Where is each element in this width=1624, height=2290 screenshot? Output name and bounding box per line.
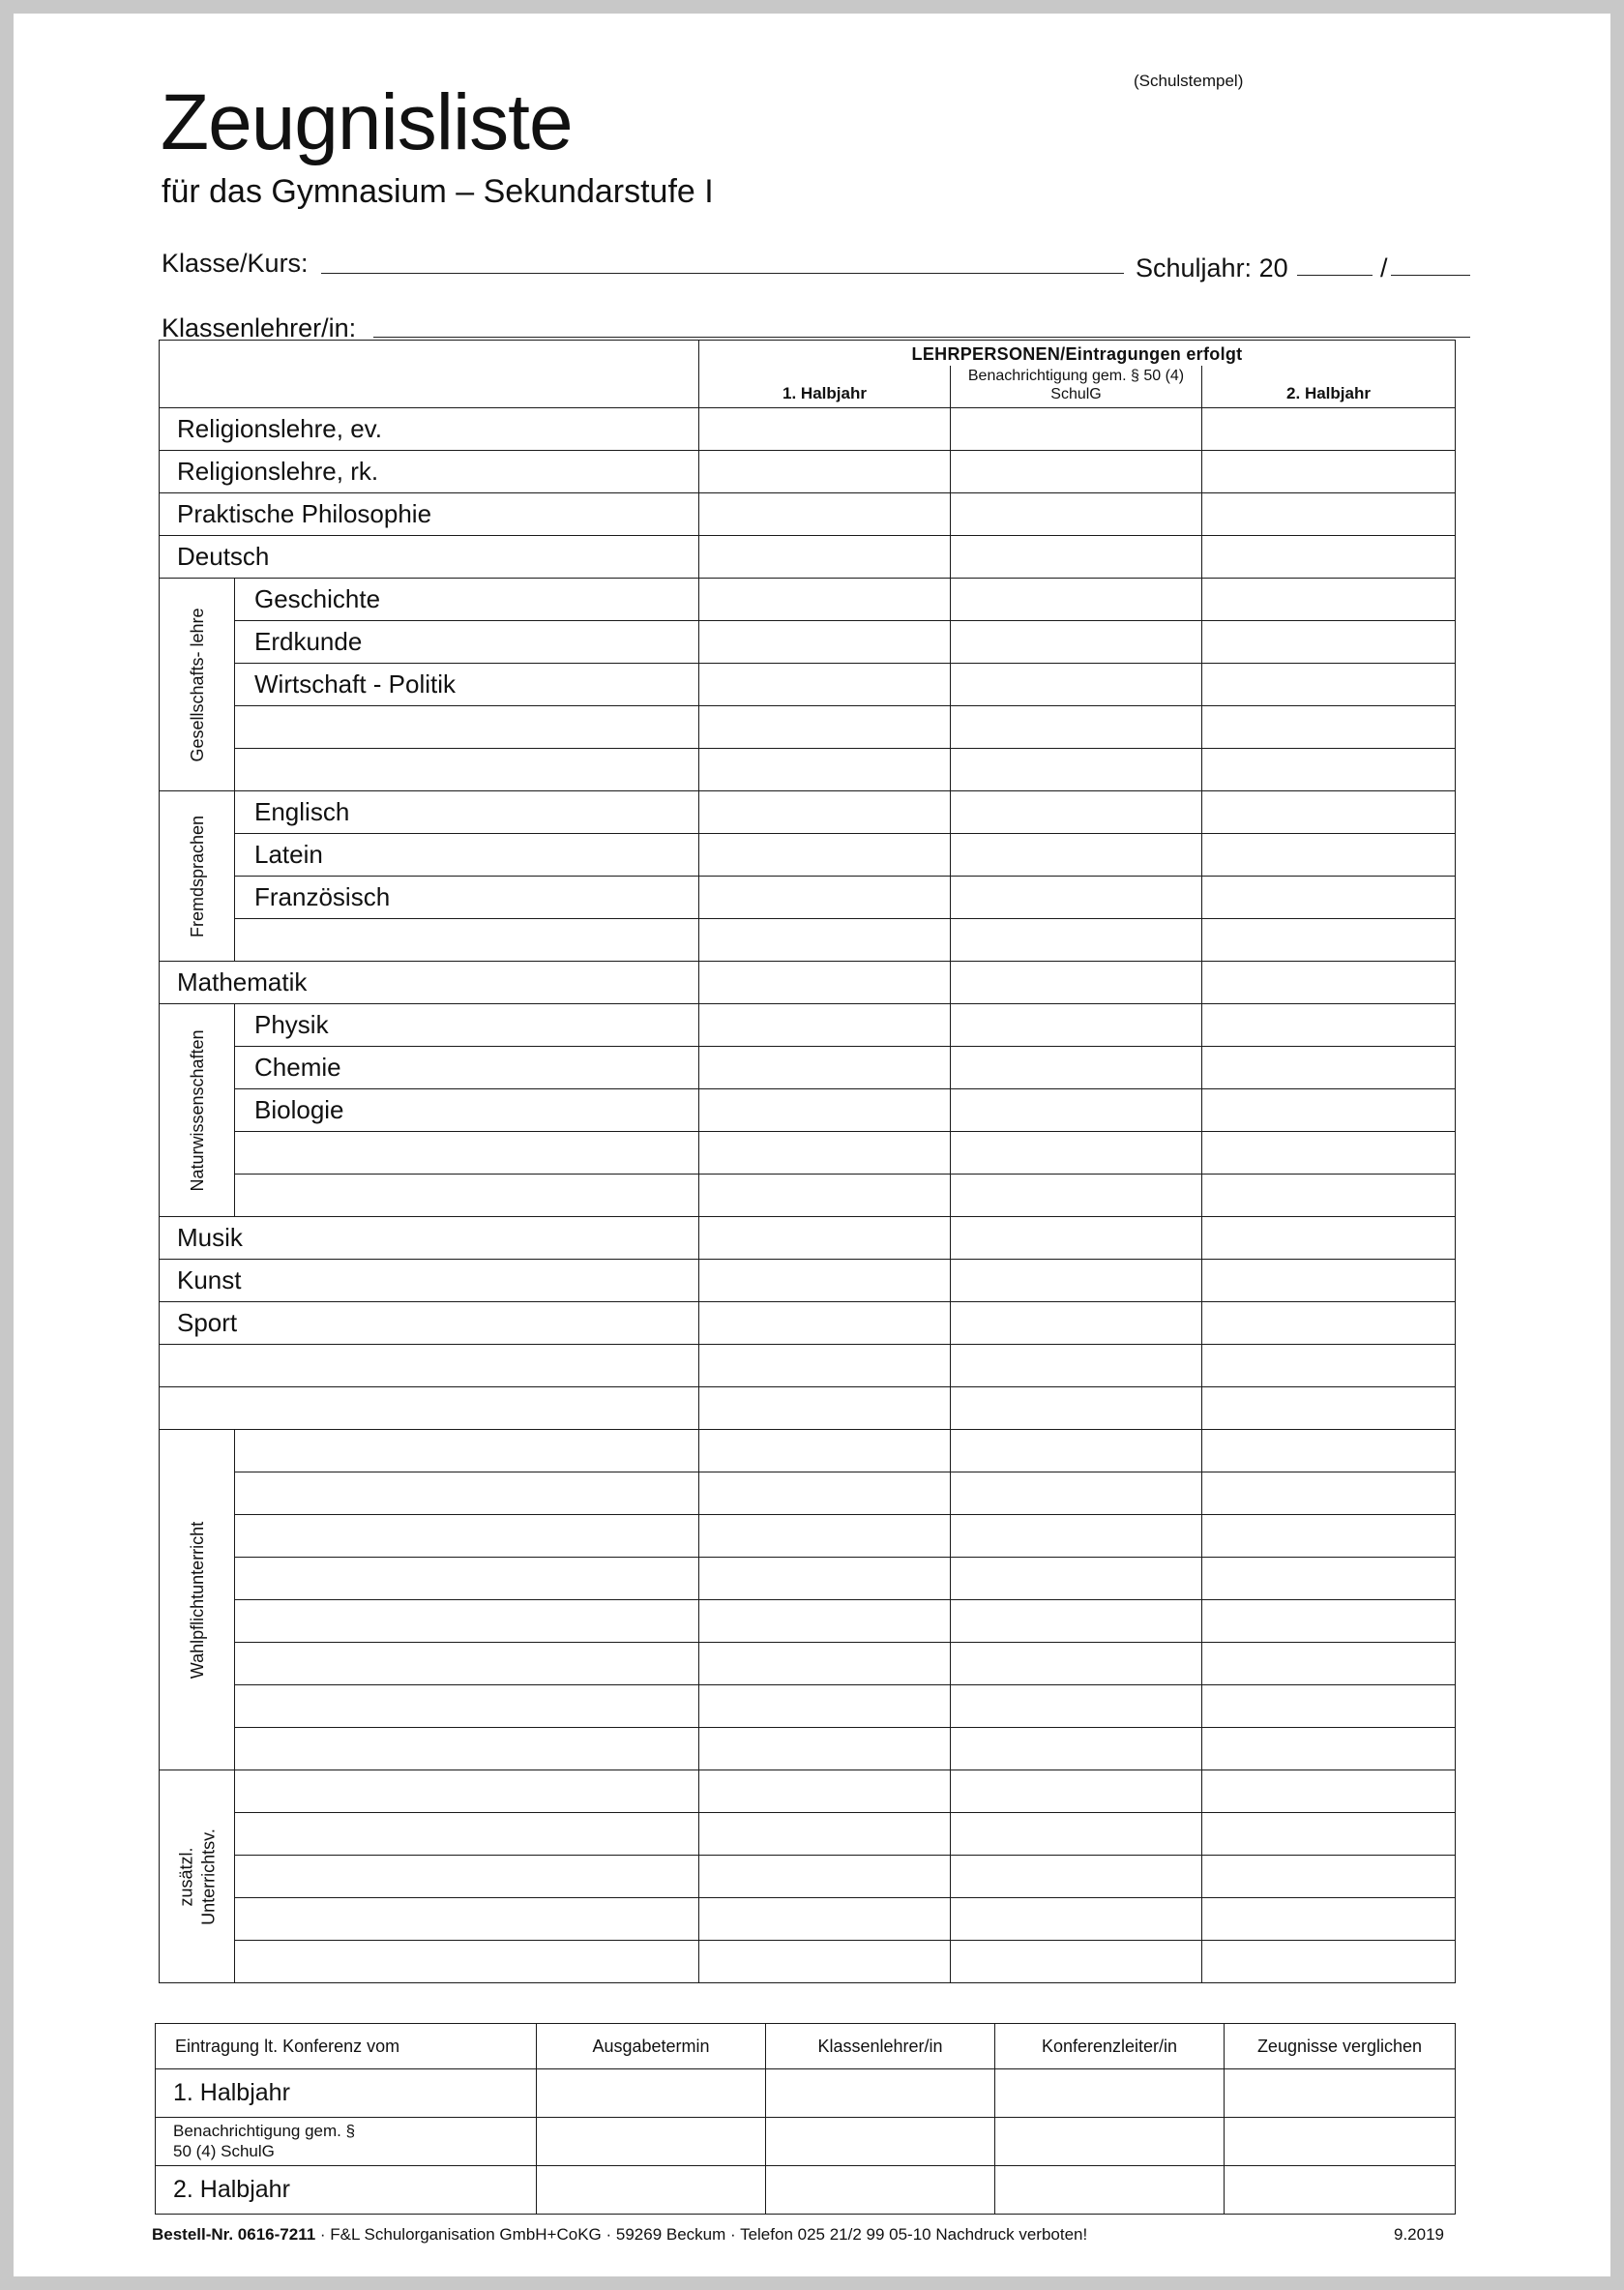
subject-field[interactable]	[160, 1387, 699, 1430]
cell[interactable]	[1202, 536, 1456, 579]
cell[interactable]	[699, 1515, 951, 1558]
cell[interactable]	[951, 664, 1202, 706]
cell[interactable]	[699, 1430, 951, 1472]
cell[interactable]	[1202, 1813, 1456, 1856]
table-row	[160, 1175, 1456, 1217]
school-year-label: Schuljahr: 20	[1136, 253, 1288, 283]
subject-field[interactable]	[160, 1345, 699, 1387]
subject-field[interactable]	[235, 1813, 699, 1856]
cell[interactable]	[951, 1770, 1202, 1813]
cell[interactable]	[1202, 1430, 1456, 1472]
page-title: Zeugnisliste	[161, 78, 573, 166]
cell[interactable]	[1202, 706, 1456, 749]
school-year-end-field[interactable]	[1391, 275, 1470, 276]
cell[interactable]	[951, 877, 1202, 919]
cell[interactable]	[951, 1600, 1202, 1643]
cell[interactable]	[699, 1260, 951, 1302]
cell[interactable]	[951, 621, 1202, 664]
table-row	[160, 1515, 1456, 1558]
subject-label: Erdkunde	[235, 621, 699, 664]
cell[interactable]	[951, 1856, 1202, 1898]
publisher-info: · F&L Schulorganisation GmbH+CoKG · 59269 Beckum · Telefon 025 21/2 99 05-10 Nachdruck verboten!	[319, 2225, 1088, 2244]
class-teacher-label: Klassenlehrer/in:	[162, 313, 357, 342]
cell[interactable]	[1202, 1558, 1456, 1600]
cell[interactable]	[1202, 1600, 1456, 1643]
cell[interactable]	[1202, 1728, 1456, 1770]
teachers-header: LEHRPERSONEN/Eintragungen erfolgt	[699, 341, 1456, 366]
cell[interactable]	[951, 579, 1202, 621]
table-row	[160, 1345, 1456, 1387]
table-row	[160, 451, 1456, 493]
table-row	[160, 1813, 1456, 1856]
cell[interactable]	[995, 2118, 1225, 2166]
cell[interactable]	[1202, 1770, 1456, 1813]
class-teacher-field[interactable]	[373, 337, 1470, 338]
subject-label: Biologie	[235, 1089, 699, 1132]
cell[interactable]	[1202, 1515, 1456, 1558]
cell[interactable]	[951, 1345, 1202, 1387]
table-row	[160, 706, 1456, 749]
table-row	[160, 1898, 1456, 1941]
table-row	[160, 493, 1456, 536]
cell[interactable]	[699, 1558, 951, 1600]
table-row	[160, 1089, 1456, 1132]
cell[interactable]	[951, 706, 1202, 749]
subject-field[interactable]	[235, 749, 699, 791]
cell[interactable]	[699, 1600, 951, 1643]
cell[interactable]	[951, 1260, 1202, 1302]
cell[interactable]	[1202, 791, 1456, 834]
cell[interactable]	[537, 2118, 766, 2166]
subject-label: Religionslehre, ev.	[160, 408, 699, 451]
cell[interactable]	[1202, 1132, 1456, 1175]
cell[interactable]	[699, 1770, 951, 1813]
cell[interactable]	[1202, 919, 1456, 962]
cell[interactable]	[951, 1728, 1202, 1770]
cell[interactable]	[1202, 664, 1456, 706]
table-row	[160, 1472, 1456, 1515]
cell[interactable]	[951, 1175, 1202, 1217]
cell[interactable]	[1202, 1175, 1456, 1217]
cell[interactable]	[699, 1302, 951, 1345]
subject-field[interactable]	[235, 1558, 699, 1600]
subject-label: Musik	[160, 1217, 699, 1260]
table-row	[160, 1302, 1456, 1345]
table-row	[160, 1430, 1456, 1472]
table-row	[160, 1047, 1456, 1089]
conference-header: Klassenlehrer/in	[766, 2024, 995, 2069]
cell[interactable]	[699, 1132, 951, 1175]
cell[interactable]	[699, 1004, 951, 1047]
category-electives: Wahlpflichtunterricht	[160, 1430, 235, 1770]
header-empty-cell	[160, 341, 699, 408]
cell[interactable]	[699, 1813, 951, 1856]
cell[interactable]	[951, 1047, 1202, 1089]
cell[interactable]	[1202, 1472, 1456, 1515]
subject-field[interactable]	[235, 706, 699, 749]
subject-field[interactable]	[235, 1600, 699, 1643]
cell[interactable]	[699, 621, 951, 664]
cell[interactable]	[951, 408, 1202, 451]
subject-label: Englisch	[235, 791, 699, 834]
cell[interactable]	[699, 536, 951, 579]
school-stamp-label: (Schulstempel)	[1134, 72, 1244, 90]
subject-field[interactable]	[235, 1643, 699, 1685]
cell[interactable]	[699, 1175, 951, 1217]
cell[interactable]	[951, 1941, 1202, 1983]
cell[interactable]	[699, 791, 951, 834]
cell[interactable]	[1225, 2069, 1456, 2118]
subject-label: Kunst	[160, 1260, 699, 1302]
table-row	[160, 664, 1456, 706]
category-natural-sciences: Naturwissenschaften	[160, 1004, 235, 1217]
subject-label: Religionslehre, rk.	[160, 451, 699, 493]
table-row	[160, 1728, 1456, 1770]
subject-field[interactable]	[235, 1132, 699, 1175]
cell[interactable]	[537, 2166, 766, 2215]
footer	[152, 2225, 1087, 2245]
cell[interactable]	[766, 2069, 995, 2118]
cell[interactable]	[699, 579, 951, 621]
subject-field[interactable]	[235, 1770, 699, 1813]
cell[interactable]	[699, 1643, 951, 1685]
col-notification: Benachrichtigung gem. § 50 (4) SchulG	[951, 366, 1202, 408]
col-first-half: 1. Halbjahr	[699, 366, 951, 408]
cell[interactable]	[1202, 1217, 1456, 1260]
cell[interactable]	[1202, 451, 1456, 493]
table-row	[160, 621, 1456, 664]
cell[interactable]	[766, 2118, 995, 2166]
cell[interactable]	[699, 1387, 951, 1430]
cell[interactable]	[951, 919, 1202, 962]
cell[interactable]	[1202, 962, 1456, 1004]
cell[interactable]	[699, 408, 951, 451]
cell[interactable]	[699, 919, 951, 962]
cell[interactable]	[995, 2166, 1225, 2215]
cell[interactable]	[951, 1302, 1202, 1345]
cell[interactable]	[1202, 1387, 1456, 1430]
table-row	[160, 1643, 1456, 1685]
cell[interactable]	[951, 1685, 1202, 1728]
cell[interactable]	[951, 1898, 1202, 1941]
cell[interactable]	[951, 1430, 1202, 1472]
cell[interactable]	[1202, 1898, 1456, 1941]
table-row	[160, 536, 1456, 579]
cell[interactable]	[951, 493, 1202, 536]
cell[interactable]	[951, 1813, 1202, 1856]
cell[interactable]	[1202, 1089, 1456, 1132]
cell[interactable]	[951, 1558, 1202, 1600]
cell[interactable]	[766, 2166, 995, 2215]
category-social-studies: Gesellschafts- lehre	[160, 579, 235, 791]
conference-table	[155, 2023, 1456, 2215]
conference-header: Ausgabetermin	[537, 2024, 766, 2069]
cell[interactable]	[951, 834, 1202, 877]
cell[interactable]	[1202, 834, 1456, 877]
school-year-slash: /	[1380, 253, 1388, 283]
cell[interactable]	[951, 1089, 1202, 1132]
cell[interactable]	[1225, 2166, 1456, 2215]
cell[interactable]	[699, 877, 951, 919]
cell[interactable]	[1202, 579, 1456, 621]
subject-field[interactable]	[235, 1685, 699, 1728]
conference-row-label: 1. Halbjahr	[156, 2069, 537, 2118]
form-page	[14, 14, 1610, 2276]
conference-header: Eintragung lt. Konferenz vom	[156, 2024, 537, 2069]
category-foreign-languages: Fremdsprachen	[160, 791, 235, 962]
cell[interactable]	[1202, 621, 1456, 664]
cell[interactable]	[699, 962, 951, 1004]
table-row	[160, 1132, 1456, 1175]
table-row	[160, 1260, 1456, 1302]
cell[interactable]	[1202, 1643, 1456, 1685]
cell[interactable]	[951, 1643, 1202, 1685]
cell[interactable]	[951, 962, 1202, 1004]
cell[interactable]	[1202, 749, 1456, 791]
table-row	[160, 877, 1456, 919]
subject-field[interactable]	[235, 1941, 699, 1983]
cell[interactable]	[699, 1217, 951, 1260]
table-row	[160, 919, 1456, 962]
subject-field[interactable]	[235, 1472, 699, 1515]
subject-field[interactable]	[235, 1175, 699, 1217]
school-year-start-field[interactable]	[1297, 275, 1373, 276]
conference-row-label: Benachrichtigung gem. § 50 (4) SchulG	[156, 2118, 537, 2166]
cell[interactable]	[1202, 877, 1456, 919]
cell[interactable]	[1202, 1345, 1456, 1387]
cell[interactable]	[699, 451, 951, 493]
cell[interactable]	[951, 1217, 1202, 1260]
cell[interactable]	[1202, 1260, 1456, 1302]
table-row	[160, 1387, 1456, 1430]
table-row	[160, 834, 1456, 877]
table-row	[160, 1600, 1456, 1643]
subject-label: Geschichte	[235, 579, 699, 621]
table-row	[160, 1004, 1456, 1047]
grades-table	[159, 340, 1456, 1983]
cell[interactable]	[1202, 1685, 1456, 1728]
cell[interactable]	[951, 791, 1202, 834]
table-row	[160, 579, 1456, 621]
cell[interactable]	[699, 834, 951, 877]
order-number: Bestell-Nr. 0616-7211	[152, 2225, 316, 2244]
cell[interactable]	[699, 749, 951, 791]
cell[interactable]	[951, 451, 1202, 493]
cell[interactable]	[1202, 1941, 1456, 1983]
cell[interactable]	[995, 2069, 1225, 2118]
class-label: Klasse/Kurs:	[162, 249, 309, 278]
subject-field[interactable]	[235, 1898, 699, 1941]
table-row	[160, 1558, 1456, 1600]
cell[interactable]	[1225, 2118, 1456, 2166]
subject-label: Physik	[235, 1004, 699, 1047]
cell[interactable]	[699, 1728, 951, 1770]
table-row	[160, 962, 1456, 1004]
subject-label: Chemie	[235, 1047, 699, 1089]
subject-label: Mathematik	[160, 962, 699, 1004]
cell[interactable]	[699, 493, 951, 536]
subject-field[interactable]	[235, 1728, 699, 1770]
cell[interactable]	[951, 1004, 1202, 1047]
cell[interactable]	[537, 2069, 766, 2118]
cell[interactable]	[699, 1856, 951, 1898]
col-second-half: 2. Halbjahr	[1202, 366, 1456, 408]
subject-label: Latein	[235, 834, 699, 877]
cell[interactable]	[1202, 1047, 1456, 1089]
subject-field[interactable]	[235, 1515, 699, 1558]
print-date: 9.2019	[1394, 2225, 1444, 2244]
conference-row-label: 2. Halbjahr	[156, 2166, 537, 2215]
table-row	[160, 1770, 1456, 1813]
subject-field[interactable]	[235, 919, 699, 962]
cell[interactable]	[951, 536, 1202, 579]
subject-label: Sport	[160, 1302, 699, 1345]
subject-field[interactable]	[235, 1856, 699, 1898]
conference-header: Konferenzleiter/in	[995, 2024, 1225, 2069]
subject-label: Französisch	[235, 877, 699, 919]
cell[interactable]	[951, 1387, 1202, 1430]
page-subtitle: für das Gymnasium – Sekundarstufe I	[162, 173, 714, 210]
table-row	[160, 1941, 1456, 1983]
cell[interactable]	[699, 1047, 951, 1089]
subject-label: Praktische Philosophie	[160, 493, 699, 536]
cell[interactable]	[699, 1685, 951, 1728]
class-field[interactable]	[321, 273, 1124, 274]
table-row	[160, 408, 1456, 451]
cell[interactable]	[699, 1089, 951, 1132]
cell[interactable]	[1202, 1302, 1456, 1345]
cell[interactable]	[951, 1132, 1202, 1175]
cell[interactable]	[699, 1941, 951, 1983]
cell[interactable]	[951, 1515, 1202, 1558]
subject-field[interactable]	[235, 1430, 699, 1472]
table-row	[160, 749, 1456, 791]
subject-label: Deutsch	[160, 536, 699, 579]
cell[interactable]	[699, 1472, 951, 1515]
table-row	[160, 1856, 1456, 1898]
cell[interactable]	[699, 706, 951, 749]
cell[interactable]	[699, 664, 951, 706]
cell[interactable]	[951, 1472, 1202, 1515]
cell[interactable]	[951, 749, 1202, 791]
cell[interactable]	[1202, 1004, 1456, 1047]
cell[interactable]	[699, 1345, 951, 1387]
category-additional-lessons: zusätzl. Unterrichtsv.	[160, 1770, 235, 1983]
subject-label: Wirtschaft - Politik	[235, 664, 699, 706]
table-row	[160, 791, 1456, 834]
cell[interactable]	[699, 1898, 951, 1941]
cell[interactable]	[1202, 493, 1456, 536]
table-row	[160, 1217, 1456, 1260]
table-row	[160, 1685, 1456, 1728]
cell[interactable]	[1202, 1856, 1456, 1898]
conference-header: Zeugnisse verglichen	[1225, 2024, 1456, 2069]
cell[interactable]	[1202, 408, 1456, 451]
